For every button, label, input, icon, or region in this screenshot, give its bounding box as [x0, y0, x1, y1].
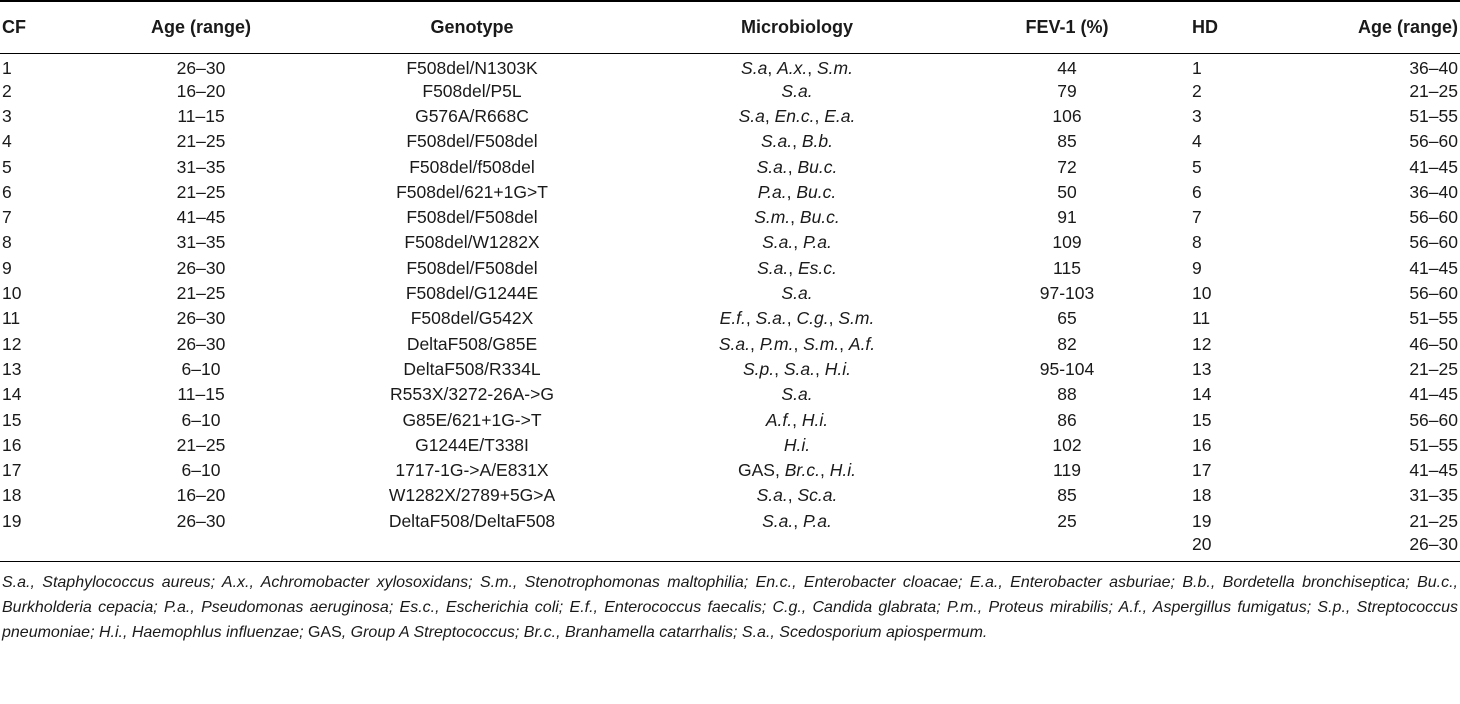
cell-cf: 10	[2, 283, 22, 304]
cell-age-range: 26–30	[176, 257, 226, 278]
organism-abbrev: Es.c.	[797, 257, 837, 278]
separator-text: ,	[786, 308, 797, 329]
cell-age-range: 41–45	[176, 207, 226, 228]
organism-abbrev: B.b.	[801, 131, 833, 152]
footnote-gas-term: GAS	[307, 623, 342, 641]
cell-age-range: 16–20	[176, 80, 226, 101]
separator-text: ,	[745, 308, 756, 329]
table-row	[0, 230, 1460, 255]
organism-abbrev: S.m.	[754, 207, 791, 228]
organism-abbrev: S.m.	[803, 333, 840, 354]
cell-cf	[0, 534, 110, 562]
cell-cf: 18	[2, 485, 22, 506]
organism-abbrev: A.x.	[777, 57, 808, 78]
organism-abbrev: S.a	[738, 105, 765, 126]
cell-cf: 3	[2, 105, 12, 126]
separator-text: ,	[764, 105, 775, 126]
table-row	[0, 180, 1460, 205]
separator-text: ,	[788, 257, 798, 278]
cell-cf: 8	[2, 232, 12, 253]
cell-fev1: 91	[1057, 207, 1077, 228]
header-age-range: Age (range)	[110, 1, 292, 53]
table-row	[0, 256, 1460, 281]
cell-hd-age-range: 36–40	[1409, 181, 1458, 202]
cell-genotype: DeltaF508/R334L	[403, 358, 541, 379]
header-microbiology: Microbiology	[652, 1, 942, 53]
table-body	[0, 53, 1460, 561]
cell-fev1: 106	[1052, 105, 1082, 126]
cell-cf: 11	[2, 308, 21, 329]
cell-genotype: F508del/N1303K	[406, 57, 538, 78]
separator-text: ,	[774, 460, 785, 481]
cell-microbiology	[652, 256, 942, 281]
organism-abbrev: S.a.	[781, 384, 813, 405]
separator-text: ,	[774, 358, 784, 379]
organism-abbrev: Bu.c.	[797, 156, 838, 177]
cell-fev1: 86	[1057, 409, 1077, 430]
cell-hd-age-range: 41–45	[1409, 460, 1458, 481]
cell-microbiology	[652, 534, 942, 562]
table-row	[0, 357, 1460, 382]
organism-abbrev: A.f.	[848, 333, 876, 354]
cell-cf: 13	[2, 358, 22, 379]
cell-hd: 15	[1192, 409, 1212, 430]
cell-microbiology	[652, 281, 942, 306]
table-row	[0, 104, 1460, 129]
cell-microbiology	[652, 357, 942, 382]
cell-hd: 13	[1192, 358, 1212, 379]
cell-hd-age-range: 21–25	[1409, 510, 1458, 531]
cell-genotype: F508del/G542X	[410, 308, 534, 329]
organism-abbrev: S.a.	[762, 232, 794, 253]
cell-microbiology	[652, 180, 942, 205]
table-row	[0, 306, 1460, 331]
separator-text: ,	[790, 207, 800, 228]
separator-text: ,	[815, 358, 825, 379]
cell-hd: 8	[1192, 232, 1202, 253]
cell-fev1: 85	[1057, 485, 1077, 506]
table-row	[0, 281, 1460, 306]
organism-abbrev: S.a.	[718, 333, 750, 354]
cell-microbiology	[652, 53, 942, 79]
cell-genotype: F508del/621+1G>T	[396, 181, 548, 202]
organism-abbrev: S.a.	[781, 80, 813, 101]
cell-microbiology	[652, 458, 942, 483]
organism-abbrev: Br.c.	[784, 460, 821, 481]
cell-hd: 2	[1192, 80, 1202, 101]
cell-genotype: DeltaF508/G85E	[406, 333, 538, 354]
cell-hd-age-range: 46–50	[1409, 333, 1458, 354]
organism-abbrev: Sc.a.	[797, 485, 838, 506]
organism-abbrev: C.g.	[796, 308, 829, 329]
cell-age-range: 6–10	[181, 358, 221, 379]
cell-hd: 6	[1192, 181, 1202, 202]
cell-hd: 20	[1192, 534, 1302, 562]
cell-fev1: 44	[1057, 57, 1077, 78]
header-cf: CF	[0, 1, 110, 53]
cell-age-range	[110, 534, 292, 562]
cell-cf: 4	[2, 131, 12, 152]
cell-hd: 12	[1192, 333, 1212, 354]
cell-hd-age-range: 56–60	[1409, 131, 1458, 152]
table-row	[0, 154, 1460, 179]
cell-age-range: 21–25	[176, 434, 226, 455]
cell-cf: 1	[2, 57, 12, 78]
cell-age-range: 11–15	[177, 384, 225, 405]
separator-text: ,	[814, 105, 825, 126]
cell-fev1: 109	[1052, 232, 1082, 253]
cell-microbiology	[652, 230, 942, 255]
cell-cf: 17	[2, 460, 22, 481]
cell-hd: 19	[1192, 510, 1212, 531]
separator-text: ,	[820, 460, 830, 481]
separator-text: ,	[792, 131, 802, 152]
cell-hd-age-range: 41–45	[1409, 257, 1458, 278]
cell-microbiology	[652, 433, 942, 458]
table-row	[0, 458, 1460, 483]
separator-text: ,	[792, 409, 802, 430]
cell-age-range: 6–10	[181, 460, 221, 481]
cell-hd: 18	[1192, 485, 1212, 506]
organism-abbrev: H.i.	[829, 460, 856, 481]
cell-microbiology	[652, 331, 942, 356]
cell-age-range: 26–30	[176, 57, 226, 78]
header-hd: HD	[1192, 1, 1302, 53]
table-header	[0, 1, 1460, 53]
separator-text: GAS	[737, 460, 775, 481]
separator-text: ,	[767, 57, 778, 78]
table-footnote	[0, 562, 1460, 645]
cell-microbiology	[652, 79, 942, 104]
cell-hd: 10	[1192, 283, 1212, 304]
organism-abbrev: H.i.	[801, 409, 829, 430]
cell-microbiology	[652, 407, 942, 432]
cell-hd: 9	[1192, 257, 1202, 278]
cell-age-range: 26–30	[176, 510, 226, 531]
cell-fev1: 95-104	[1039, 358, 1095, 379]
organism-abbrev: P.a.	[803, 510, 832, 531]
cell-fev1: 82	[1057, 333, 1077, 354]
organism-abbrev: E.a.	[824, 105, 856, 126]
organism-abbrev: E.f.	[719, 308, 746, 329]
cell-microbiology	[652, 509, 942, 534]
cell-fev1: 72	[1057, 156, 1077, 177]
separator-text: ,	[787, 485, 798, 506]
header-hd-age-range: Age (range)	[1302, 1, 1460, 53]
cell-hd: 17	[1192, 460, 1212, 481]
table-row	[0, 483, 1460, 508]
cell-cf: 5	[2, 156, 12, 177]
cell-microbiology	[652, 483, 942, 508]
header-fev1: FEV-1 (%)	[942, 1, 1192, 53]
organism-abbrev: S.a.	[755, 308, 787, 329]
cell-genotype: G1244E/T338I	[415, 434, 529, 455]
cell-fev1: 119	[1053, 460, 1081, 481]
cell-genotype: F508del/F508del	[406, 131, 538, 152]
organism-abbrev: S.a.	[756, 485, 788, 506]
cell-microbiology	[652, 104, 942, 129]
cell-hd-age-range: 56–60	[1409, 409, 1458, 430]
organism-abbrev: H.i.	[783, 434, 811, 455]
cell-cf: 19	[2, 510, 22, 531]
cell-hd: 7	[1192, 207, 1202, 228]
separator-text: ,	[793, 510, 803, 531]
cell-genotype: R553X/3272-26A->G	[390, 384, 554, 405]
cell-microbiology	[652, 306, 942, 331]
organism-abbrev: En.c.	[774, 105, 815, 126]
table-row	[0, 382, 1460, 407]
cell-hd-age-range: 51–55	[1409, 308, 1458, 329]
cell-genotype: F508del/f508del	[409, 156, 535, 177]
table-row	[0, 205, 1460, 230]
cell-age-range: 6–10	[181, 409, 221, 430]
cell-hd-age-range: 31–35	[1409, 485, 1458, 506]
cell-hd: 5	[1192, 156, 1202, 177]
cell-fev1: 85	[1057, 131, 1077, 152]
cell-hd: 14	[1192, 384, 1212, 405]
cell-hd: 11	[1192, 308, 1211, 329]
cell-cf: 6	[2, 181, 12, 202]
cell-genotype: 1717-1G->A/E831X	[395, 460, 549, 481]
organism-abbrev: S.p.	[743, 358, 775, 379]
cell-microbiology	[652, 154, 942, 179]
separator-text: ,	[787, 156, 798, 177]
organism-abbrev: S.a.	[760, 131, 793, 152]
organism-abbrev: A.f.	[765, 409, 793, 430]
cell-genotype: F508del/F508del	[406, 257, 538, 278]
cell-cf: 14	[2, 384, 22, 405]
cell-age-range: 26–30	[176, 308, 226, 329]
organism-abbrev: H.i.	[824, 358, 851, 379]
cell-microbiology	[652, 205, 942, 230]
separator-text: ,	[839, 333, 849, 354]
organism-abbrev: S.a.	[757, 257, 789, 278]
cell-hd: 1	[1192, 57, 1202, 78]
cell-hd-age-range: 41–45	[1409, 384, 1458, 405]
table-row	[0, 534, 1460, 562]
cell-age-range: 26–30	[176, 333, 226, 354]
cell-genotype: DeltaF508/DeltaF508	[388, 510, 556, 531]
table-row	[0, 331, 1460, 356]
cell-age-range: 11–15	[177, 105, 225, 126]
cell-cf: 15	[2, 409, 22, 430]
separator-text: ,	[793, 333, 804, 354]
cell-fev1: 115	[1053, 257, 1081, 278]
cell-hd-age-range: 51–55	[1409, 434, 1458, 455]
footnote-text: S.a., Staphylococcus aureus; A.x., Achromobacter xylosoxidans; S.m., Stenotrophomonas maltophilia; En.c., Enterobacter cloacae; E.a., Enterobacter asburiae; B.b., Bordetella bronchiseptica; Bu.c., Burkholderia cepacia; P.a., Pseudomonas aeruginosa; Es.c., Escherichia coli; E.f., Enterococcus faecalis; C.g., Candida glabrata; P.m., Proteus mirabilis; A.f., Aspergillus fumigatus; S.p., Streptococcus pneumoniae; H.i., Haemophlus influenzae; GAS, Group A Streptococcus; Br.c., Branhamella catarrhalis; S.a., Scedosporium apiospermum.	[2, 573, 1458, 641]
organism-abbrev: P.m.	[759, 333, 794, 354]
cell-microbiology	[652, 129, 942, 154]
cell-fev1: 102	[1052, 434, 1082, 455]
cell-age-range: 16–20	[176, 485, 226, 506]
organism-abbrev: S.a.	[762, 510, 794, 531]
cell-hd-age-range: 26–30	[1302, 534, 1460, 562]
cell-hd-age-range: 21–25	[1409, 358, 1458, 379]
cell-age-range: 21–25	[176, 181, 226, 202]
table-row	[0, 129, 1460, 154]
organism-abbrev: P.a.	[757, 181, 787, 202]
organism-abbrev: S.a.	[783, 358, 816, 379]
cell-hd-age-range: 41–45	[1409, 156, 1458, 177]
cell-cf: 7	[2, 207, 12, 228]
cell-hd: 16	[1192, 434, 1212, 455]
cell-hd-age-range: 36–40	[1409, 57, 1458, 78]
cell-hd-age-range: 56–60	[1409, 207, 1458, 228]
organism-abbrev: Bu.c.	[796, 181, 837, 202]
organism-abbrev: S.a	[741, 57, 768, 78]
cell-hd: 4	[1192, 131, 1202, 152]
cell-genotype: W1282X/2789+5G>A	[388, 485, 556, 506]
organism-abbrev: S.a.	[756, 156, 788, 177]
organism-abbrev: S.m.	[838, 308, 875, 329]
organism-abbrev: P.a.	[803, 232, 832, 253]
cell-cf: 16	[2, 434, 22, 455]
table-row	[0, 509, 1460, 534]
cell-age-range: 31–35	[176, 156, 226, 177]
separator-text: ,	[749, 333, 760, 354]
cell-genotype: F508del/W1282X	[404, 232, 540, 253]
separator-text: ,	[793, 232, 803, 253]
cell-hd-age-range: 21–25	[1409, 80, 1458, 101]
cell-cf: 9	[2, 257, 12, 278]
organism-abbrev: Bu.c.	[799, 207, 840, 228]
cell-fev1: 65	[1057, 308, 1077, 329]
cell-microbiology	[652, 382, 942, 407]
cell-fev1: 79	[1057, 80, 1077, 101]
cell-genotype: G576A/R668C	[415, 105, 529, 126]
table-row	[0, 53, 1460, 79]
cell-fev1	[942, 534, 1192, 562]
cell-age-range: 21–25	[176, 131, 226, 152]
table-row	[0, 407, 1460, 432]
table-row	[0, 433, 1460, 458]
cell-fev1: 97-103	[1039, 283, 1095, 304]
cell-hd-age-range: 51–55	[1409, 105, 1458, 126]
cell-genotype: G85E/621+1G->T	[402, 409, 542, 430]
cell-hd-age-range: 56–60	[1409, 232, 1458, 253]
cell-genotype: F508del/P5L	[422, 80, 522, 101]
cell-age-range: 31–35	[176, 232, 226, 253]
separator-text: ,	[786, 181, 797, 202]
cell-age-range: 21–25	[176, 283, 226, 304]
cell-cf: 12	[2, 333, 22, 354]
cell-fev1: 25	[1057, 510, 1077, 531]
cell-genotype: F508del/G1244E	[405, 283, 539, 304]
cell-hd: 3	[1192, 105, 1202, 126]
separator-text: ,	[828, 308, 839, 329]
separator-text: ,	[807, 57, 817, 78]
organism-abbrev: S.a.	[781, 283, 813, 304]
cell-cf: 2	[2, 80, 12, 101]
header-row	[0, 1, 1460, 53]
organism-abbrev: S.m.	[816, 57, 853, 78]
cell-genotype	[292, 534, 652, 562]
cell-fev1: 50	[1057, 181, 1077, 202]
header-genotype: Genotype	[292, 1, 652, 53]
cell-fev1: 88	[1057, 384, 1077, 405]
cell-hd-age-range: 56–60	[1409, 283, 1458, 304]
cell-genotype: F508del/F508del	[406, 207, 538, 228]
table-row	[0, 79, 1460, 104]
